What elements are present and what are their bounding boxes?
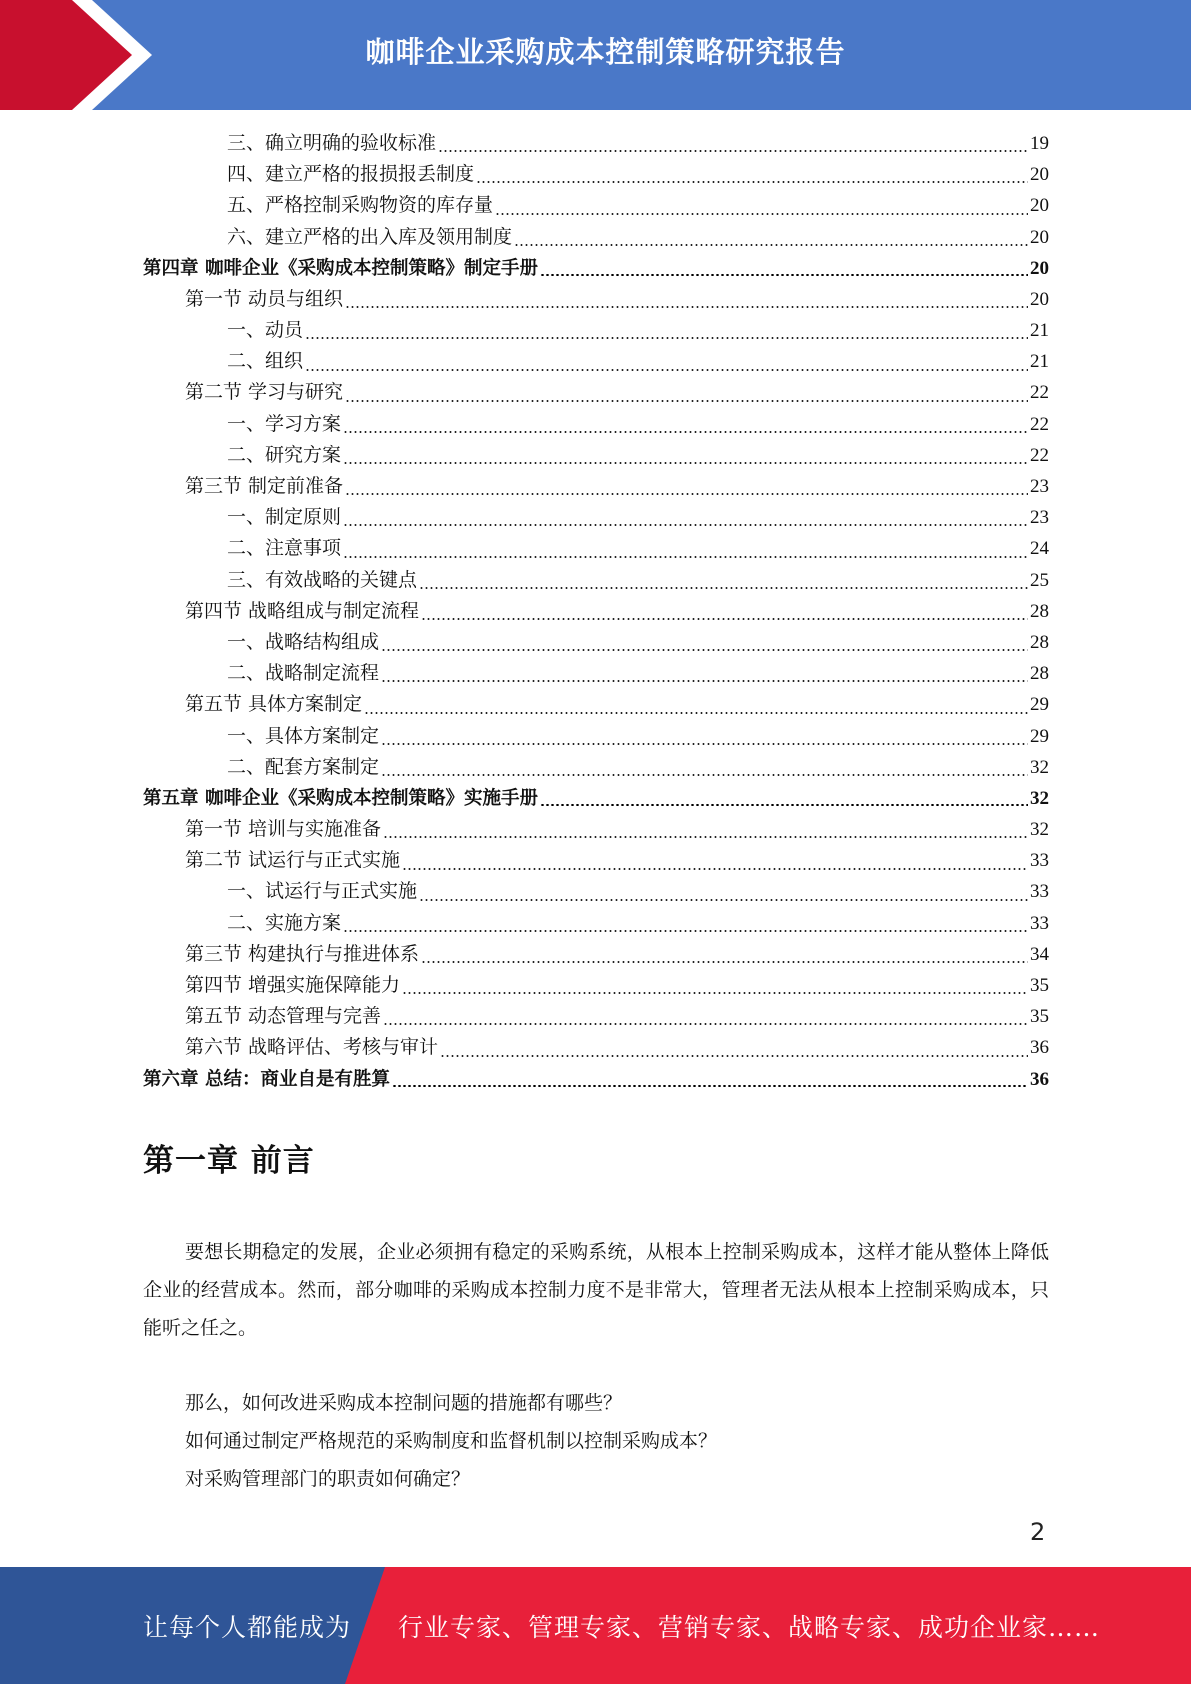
toc-entry-page: 33 <box>1030 850 1049 872</box>
toc-entry-label: 二、研究方案 <box>227 443 342 466</box>
toc-entry-label: 第四节 战略组成与制定流程 <box>185 599 420 622</box>
toc-section-entry[interactable] <box>143 1001 1049 1032</box>
footer-slogan-right: 行业专家、管理专家、营销专家、战略专家、成功企业家…… <box>398 1612 1101 1642</box>
toc-entry-page: 20 <box>1030 226 1049 248</box>
toc-entry-page: 29 <box>1030 725 1049 747</box>
toc-dot-leader <box>419 587 1028 589</box>
toc-section-entry[interactable] <box>143 284 1049 315</box>
toc-entry-label: 三、确立明确的验收标准 <box>227 131 437 154</box>
toc-dot-leader <box>345 306 1028 308</box>
toc-dot-leader <box>381 774 1028 776</box>
toc-entry-label: 第六章 总结：商业自是有胜算 <box>143 1068 390 1090</box>
toc-dot-leader <box>345 493 1028 495</box>
toc-dot-leader <box>421 618 1028 620</box>
toc-dot-leader <box>381 743 1028 745</box>
report-title: 咖啡企业采购成本控制策略研究报告 <box>365 34 846 69</box>
toc-subsection-entry[interactable] <box>143 565 1049 596</box>
toc-section-entry[interactable] <box>143 845 1049 876</box>
toc-entry-label: 第二节 试运行与正式实施 <box>185 849 401 872</box>
toc-entry-label: 第五章 咖啡企业《采购成本控制策略》实施手册 <box>143 787 538 809</box>
toc-entry-page: 33 <box>1030 912 1049 934</box>
toc-chapter-entry[interactable] <box>143 253 1049 284</box>
toc-entry-page: 24 <box>1030 538 1049 560</box>
toc-entry-page: 21 <box>1030 320 1049 342</box>
toc-dot-leader <box>440 1055 1028 1057</box>
question-item: 对采购管理部门的职责如何确定？ <box>185 1468 471 1490</box>
toc-dot-leader <box>305 337 1028 339</box>
toc-subsection-entry[interactable] <box>143 502 1049 533</box>
toc-entry-page: 25 <box>1030 569 1049 591</box>
toc-entry-label: 一、动员 <box>227 319 304 342</box>
toc-entry-label: 二、配套方案制定 <box>227 755 380 778</box>
toc-dot-leader <box>476 181 1028 183</box>
toc-dot-leader <box>343 524 1028 526</box>
toc-dot-leader <box>343 462 1028 464</box>
toc-dot-leader <box>343 556 1028 558</box>
toc-entry-label: 第五节 具体方案制定 <box>185 693 363 716</box>
toc-subsection-entry[interactable] <box>143 222 1049 253</box>
toc-section-entry[interactable] <box>143 378 1049 409</box>
toc-subsection-entry[interactable] <box>143 658 1049 689</box>
toc-chapter-entry[interactable] <box>143 783 1049 814</box>
toc-entry-page: 35 <box>1030 975 1049 997</box>
toc-dot-leader <box>345 400 1028 402</box>
toc-section-entry[interactable] <box>143 970 1049 1001</box>
toc-entry-label: 一、制定原则 <box>227 506 342 529</box>
toc-entry-page: 23 <box>1030 507 1049 529</box>
toc-entry-page: 36 <box>1030 1068 1049 1090</box>
toc-subsection-entry[interactable] <box>143 533 1049 564</box>
toc-dot-leader <box>305 369 1028 371</box>
toc-entry-label: 第五节 动态管理与完善 <box>185 1005 382 1028</box>
footer-band <box>0 1567 1191 1684</box>
toc-entry-page: 28 <box>1030 600 1049 622</box>
toc-entry-label: 第六节 战略评估、考核与审计 <box>185 1036 439 1059</box>
toc-entry-label: 一、试运行与正式实施 <box>227 880 418 903</box>
question-item: 如何通过制定严格规范的采购制度和监督机制以控制采购成本？ <box>185 1430 718 1452</box>
toc-dot-leader <box>381 649 1028 651</box>
toc-entry-label: 第二节 学习与研究 <box>185 381 344 404</box>
toc-subsection-entry[interactable] <box>143 908 1049 939</box>
toc-entry-page: 20 <box>1030 164 1049 186</box>
toc-entry-label: 第三节 构建执行与推进体系 <box>185 942 420 965</box>
toc-entry-page: 28 <box>1030 631 1049 653</box>
toc-entry-label: 第四章 咖啡企业《采购成本控制策略》制定手册 <box>143 257 538 279</box>
toc-section-entry[interactable] <box>143 471 1049 502</box>
toc-entry-page: 35 <box>1030 1006 1049 1028</box>
toc-dot-leader <box>383 1023 1028 1025</box>
toc-dot-leader <box>402 992 1028 994</box>
toc-entry-page: 20 <box>1030 257 1049 279</box>
chapter-heading: 第一章 前言 <box>143 1143 315 1179</box>
toc-entry-label: 五、严格控制采购物资的库存量 <box>227 194 494 217</box>
toc-section-entry[interactable] <box>143 1032 1049 1063</box>
toc-section-entry[interactable] <box>143 596 1049 627</box>
toc-entry-label: 四、建立严格的报损报丢制度 <box>227 163 475 186</box>
toc-entry-label: 二、实施方案 <box>227 911 342 934</box>
toc-entry-label: 第三节 制定前准备 <box>185 475 344 498</box>
toc-section-entry[interactable] <box>143 814 1049 845</box>
toc-dot-leader <box>381 680 1028 682</box>
toc-entry-page: 29 <box>1030 694 1049 716</box>
toc-subsection-entry[interactable] <box>143 627 1049 658</box>
toc-dot-leader <box>364 712 1028 714</box>
toc-entry-label: 二、组织 <box>227 350 304 373</box>
toc-entry-page: 22 <box>1030 413 1049 435</box>
intro-paragraph: 要想长期稳定的发展，企业必须拥有稳定的采购系统，从根本上控制采购成本，这样才能从整体上降低企业的经营成本。然而，部分咖啡的采购成本控制力度不是非常大，管理者无法从根本上控制采购成本，只能听之任之。 <box>143 1241 1049 1339</box>
toc-entry-page: 28 <box>1030 663 1049 685</box>
header-band <box>0 0 1191 110</box>
toc-dot-leader <box>540 804 1028 807</box>
toc-subsection-entry[interactable] <box>143 877 1049 908</box>
toc-entry-label: 第一节 培训与实施准备 <box>185 818 382 841</box>
table-of-contents <box>143 128 1049 1095</box>
toc-entry-label: 三、有效战略的关键点 <box>227 568 418 591</box>
toc-subsection-entry[interactable] <box>143 409 1049 440</box>
toc-subsection-entry[interactable] <box>143 440 1049 471</box>
toc-dot-leader <box>402 868 1028 870</box>
toc-subsection-entry[interactable] <box>143 190 1049 221</box>
toc-entry-label: 一、战略结构组成 <box>227 630 380 653</box>
toc-entry-page: 19 <box>1030 132 1049 154</box>
toc-entry-label: 一、具体方案制定 <box>227 724 380 747</box>
toc-entry-page: 20 <box>1030 288 1049 310</box>
toc-dot-leader <box>392 1085 1028 1088</box>
toc-entry-page: 20 <box>1030 195 1049 217</box>
toc-dot-leader <box>438 150 1028 152</box>
toc-entry-page: 34 <box>1030 943 1049 965</box>
toc-entry-page: 21 <box>1030 351 1049 373</box>
toc-entry-label: 二、战略制定流程 <box>227 662 380 685</box>
toc-subsection-entry[interactable] <box>143 721 1049 752</box>
toc-dot-leader <box>383 836 1028 838</box>
toc-dot-leader <box>343 930 1028 932</box>
toc-entry-page: 32 <box>1030 756 1049 778</box>
toc-subsection-entry[interactable] <box>143 752 1049 783</box>
toc-entry-label: 第一节 动员与组织 <box>185 287 344 310</box>
page-number: 2 <box>1030 1518 1046 1546</box>
question-item: 那么，如何改进采购成本控制问题的措施都有哪些？ <box>185 1392 623 1414</box>
toc-dot-leader <box>419 899 1028 901</box>
toc-dot-leader <box>540 274 1028 277</box>
toc-subsection-entry[interactable] <box>143 128 1049 159</box>
toc-dot-leader <box>514 244 1028 246</box>
toc-subsection-entry[interactable] <box>143 346 1049 377</box>
toc-entry-page: 36 <box>1030 1037 1049 1059</box>
question-list <box>185 1384 1045 1498</box>
footer-slogan-left: 让每个人都能成为 <box>143 1612 352 1642</box>
toc-entry-page: 22 <box>1030 444 1049 466</box>
toc-subsection-entry[interactable] <box>143 315 1049 346</box>
toc-subsection-entry[interactable] <box>143 159 1049 190</box>
toc-entry-page: 32 <box>1030 787 1049 809</box>
toc-dot-leader <box>495 213 1028 215</box>
toc-chapter-entry[interactable] <box>143 1064 1049 1095</box>
toc-entry-label: 一、学习方案 <box>227 412 342 435</box>
toc-dot-leader <box>343 431 1028 433</box>
toc-section-entry[interactable] <box>143 689 1049 720</box>
toc-entry-label: 第四节 增强实施保障能力 <box>185 974 401 997</box>
toc-dot-leader <box>421 961 1028 963</box>
toc-entry-label: 二、注意事项 <box>227 537 342 560</box>
toc-entry-page: 22 <box>1030 382 1049 404</box>
toc-entry-page: 33 <box>1030 881 1049 903</box>
toc-entry-page: 23 <box>1030 476 1049 498</box>
toc-entry-page: 32 <box>1030 819 1049 841</box>
toc-entry-label: 六、建立严格的出入库及领用制度 <box>227 225 513 248</box>
toc-section-entry[interactable] <box>143 939 1049 970</box>
